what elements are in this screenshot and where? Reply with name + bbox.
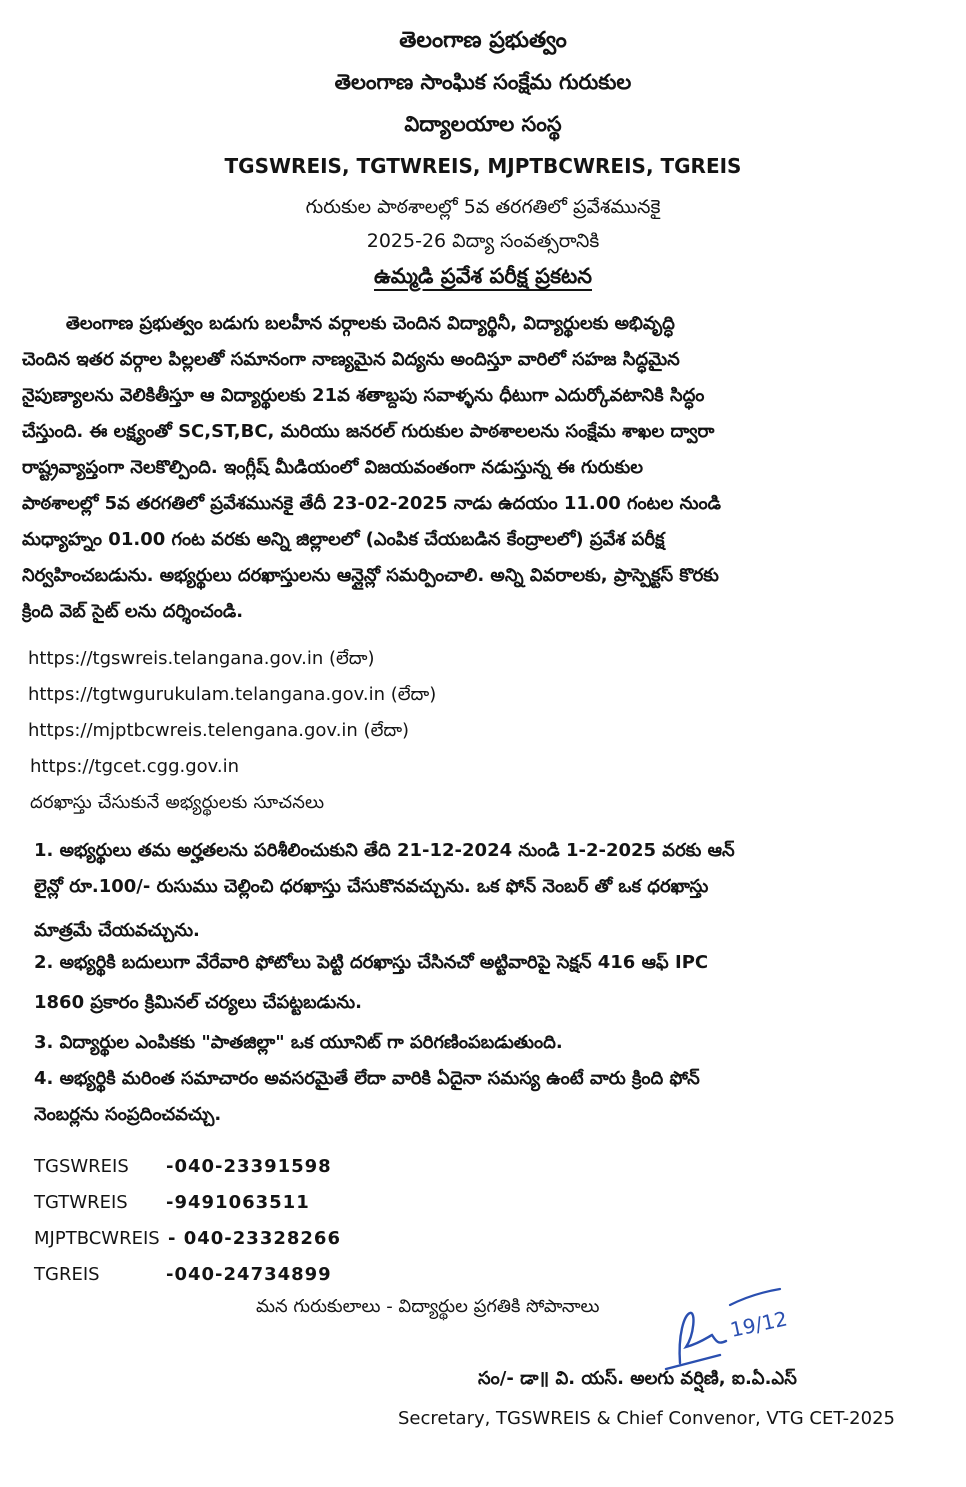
society-heading: తెలంగాణ సాంఘిక సంక్షేమ గురుకుల — [334, 70, 632, 94]
contact-row — [34, 1228, 341, 1249]
contact-org: MJPTBCWREIS — [34, 1228, 160, 1249]
instruction-4-line-1: 4. అభ్యర్థికి మరింత సమాచారం అవసరమైతే లేదా వారికి ఏదైనా సమస్య ఉంటే వారు క్రింది ఫోన్ — [34, 1068, 700, 1089]
website-link-tgtw[interactable]: https://tgtwgurukulam.telangana.gov.in (లేదా) — [28, 684, 437, 705]
body-line: చెందిన ఇతర వర్గాల పిల్లలతో సమానంగా నాణ్యమైన విద్యను అందిస్తూ వారిలో సహజ సిద్ధమైన — [22, 349, 680, 370]
contact-row — [34, 1192, 310, 1213]
body-line: తెలంగాణ ప్రభుత్వం బడుగు బలహీన వర్గాలకు చెందిన విద్యార్థినీ, విద్యార్థులకు అభివృద్ధి — [22, 313, 675, 334]
contact-org: TGTWREIS — [34, 1192, 128, 1213]
instruction-4-line-2: నెంబర్లను సంప్రదించవచ్చు. — [34, 1104, 222, 1125]
body-line: నైపుణ్యాలను వెలికితీస్తూ ఆ విద్యార్థులకు 21వ శతాబ్దపు సవాళ్ళను ధీటుగా ఎదుర్కోవటానికి సిద్ధం — [22, 385, 705, 406]
contact-phone: -040-23391598 — [166, 1156, 332, 1177]
contact-row — [34, 1156, 332, 1177]
instructions-heading: దరఖాస్తు చేసుకునే అభ్యర్థులకు సూచనలు — [30, 792, 325, 813]
institution-abbreviations: TGSWREIS, TGTWREIS, MJPTBCWREIS, TGREIS — [224, 154, 742, 178]
body-line: క్రింది వెబ్ సైట్ లను దర్శించండి. — [22, 601, 244, 622]
website-link-tgswreis[interactable]: https://tgswreis.telangana.gov.in (లేదా) — [28, 648, 375, 669]
society-heading-2: విద్యాలయాల సంస్థ — [404, 112, 562, 136]
body-line: చేస్తుంది. ఈ లక్ష్యంతో SC,ST,BC, మరియు జనరల్ గురుకుల పాఠశాలలను సంక్షేమ శాఖల ద్వారా — [22, 421, 715, 442]
instruction-1-line-3: మాత్రమే చేయవచ్చును. — [34, 920, 200, 941]
motto: మన గురుకులాలు - విద్యార్థుల ప్రగతికి సోపానాలు — [256, 1296, 600, 1317]
instruction-1-line-1: 1. అభ్యర్థులు తమ అర్హతలను పరిశీలించుకుని తేది 21-12-2024 నుండి 1-2-2025 వరకు ఆన్ — [34, 840, 735, 861]
body-line: నిర్వహించబడును. అభ్యర్థులు దరఖాస్తులను ఆన్లైన్లో సమర్పించాలి. అన్ని వివరాలకు, ప్రాస్పెక్టస్ కొరకు — [22, 565, 719, 586]
contact-phone: -9491063511 — [166, 1192, 310, 1213]
body-line: రాష్ట్రవ్యాప్తంగా నెలకొల్పింది. ఇంగ్లీష్ మీడియంలో విజయవంతంగా నడుస్తున్న ఈ గురుకుల — [22, 457, 643, 478]
website-link-tgcet[interactable]: https://tgcet.cgg.gov.in — [30, 756, 240, 777]
government-heading: తెలంగాణ ప్రభుత్వం — [399, 28, 567, 53]
instruction-3: 3. విద్యార్థుల ఎంపికకు "పాతజిల్లా" ఒక యూనిట్ గా పరిగణింపబడుతుంది. — [34, 1032, 563, 1053]
contact-phone: -040-24734899 — [166, 1264, 332, 1285]
notice-title: ఉమ్మడి ప్రవేశ పరీక్ష ప్రకటన — [374, 264, 592, 288]
contact-org: TGSWREIS — [34, 1156, 129, 1177]
body-line: మధ్యాహ్నం 01.00 గంట వరకు అన్ని జిల్లాలలో (ఎంపిక చేయబడిన కేంద్రాలలో) ప్రవేశ పరీక్ష — [22, 529, 665, 550]
admission-subheading: గురుకుల పాఠశాలల్లో 5వ తరగతిలో ప్రవేశమునకై — [305, 196, 661, 218]
body-line: పాఠశాలల్లో 5వ తరగతిలో ప్రవేశమునకై తేదీ 23-02-2025 నాడు ఉదయం 11.00 గంటల నుండి — [22, 493, 721, 514]
signatory-designation: Secretary, TGSWREIS & Chief Convenor, VTG CET-2025 — [398, 1408, 895, 1429]
notice-body — [22, 306, 942, 630]
instruction-2-line-1: 2. అభ్యర్థికి బదులుగా వేరేవారి ఫోటోలు పెట్టి దరఖాస్తు చేసినచో అట్టివారిపై సెక్షన్ 416 ఆఫ్ IPC — [34, 952, 709, 973]
academic-year: 2025-26 విద్యా సంవత్సరానికి — [366, 230, 600, 252]
signature-date: 19/12 — [728, 1306, 790, 1342]
instruction-2-line-2: 1860 ప్రకారం క్రిమినల్ చర్యలు చేపట్టబడును. — [34, 992, 362, 1013]
instruction-1-line-2: లైన్లో రూ.100/- రుసుము చెల్లించి ధరఖాస్తు చేసుకొనవచ్చును. ఒక ఫోన్ నెంబర్ తో ఒక ధరఖాస్తు — [34, 876, 709, 897]
contact-org: TGREIS — [34, 1264, 100, 1285]
contact-row — [34, 1264, 332, 1285]
signatory-name: సం/- డా॥ వి. యస్. అలగు వర్షిణి, ఐ.ఏ.ఎస్ — [478, 1368, 797, 1389]
contact-phone: - 040-23328266 — [168, 1228, 341, 1249]
website-link-mjptbc[interactable]: https://mjptbcwreis.telengana.gov.in (లేదా) — [28, 720, 410, 741]
